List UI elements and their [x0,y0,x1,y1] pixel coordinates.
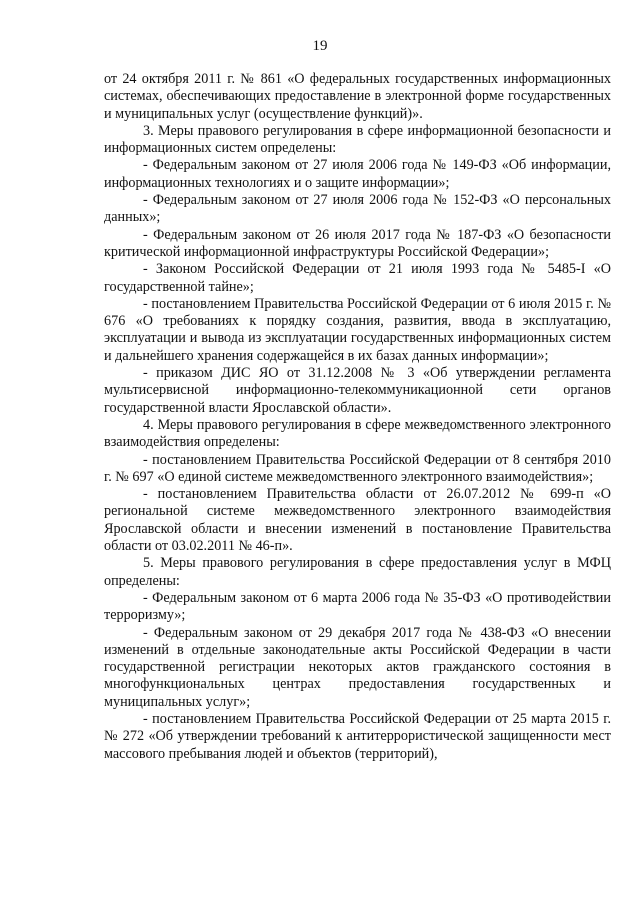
body-paragraph: - Федеральным законом от 6 марта 2006 года № 35-ФЗ «О противодействии терроризму»; [104,589,611,624]
body-paragraph: 4. Меры правового регулирования в сфере межведомственного электронного взаимодействия определены: [104,416,611,451]
body-paragraph: 3. Меры правового регулирования в сфере информационной безопасности и информационных систем определены: [104,122,611,157]
body-paragraph: - Федеральным законом от 27 июля 2006 года № 149-ФЗ «Об информации, информационных технологиях и о защите информации»; [104,157,611,191]
body-paragraph: - приказом ДИС ЯО от 31.12.2008 № 3 «Об утверждении регламента мультисервисной информационно-телекоммуникационной сети органов государственной власти Ярославской области». [104,365,611,416]
document-body [104,71,611,763]
body-paragraph: - постановлением Правительства области от 26.07.2012 № 699-п «О региональной системе межведомственного электронного взаимодействия Ярославской области и внесении изменений в постановление Правительства области от 03.02.2011 № 46-п». [104,486,611,555]
body-paragraph: - постановлением Правительства Российской Федерации от 8 сентября 2010 г. № 697 «О единой системе межведомственного электронного взаимодействия»; [104,451,611,485]
body-paragraph: - Законом Российской Федерации от 21 июля 1993 года № 5485-I «О государственной тайне»; [104,261,611,295]
body-paragraph: 5. Меры правового регулирования в сфере предоставления услуг в МФЦ определены: [104,555,611,589]
body-paragraph: - Федеральным законом от 29 декабря 2017 года № 438-ФЗ «О внесении изменений в отдельные законодательные акты Российской Федерации в части государственной регистрации некоторых актов гражданского состояния в многофункциональных центрах предоставления государственных и муниципальных услуг»; [104,624,611,710]
page-number: 19 [312,38,328,54]
body-paragraph: - постановлением Правительства Российской Федерации от 25 марта 2015 г. № 272 «Об утверждении требований к антитеррористической защищенности мест массового пребывания людей и объектов (территорий), [104,710,611,762]
body-paragraph: от 24 октября 2011 г. № 861 «О федеральных государственных информационных системах, обеспечивающих предоставление в электронной форме государственных и муниципальных услуг (осуществление функций)». [104,71,611,122]
body-paragraph: - Федеральным законом от 27 июля 2006 года № 152-ФЗ «О персональных данных»; [104,192,611,226]
body-paragraph: - постановлением Правительства Российской Федерации от 6 июля 2015 г. № 676 «О требованиях к порядку создания, развития, ввода в эксплуатацию, эксплуатации и вывода из эксплуатации государственных информационных систем и дальнейшего хранения содержащейся в их базах данных информации»; [104,295,611,364]
body-paragraph: - Федеральным законом от 26 июля 2017 года № 187-ФЗ «О безопасности критической информационной инфраструктуры Российской Федерации»; [104,226,611,260]
